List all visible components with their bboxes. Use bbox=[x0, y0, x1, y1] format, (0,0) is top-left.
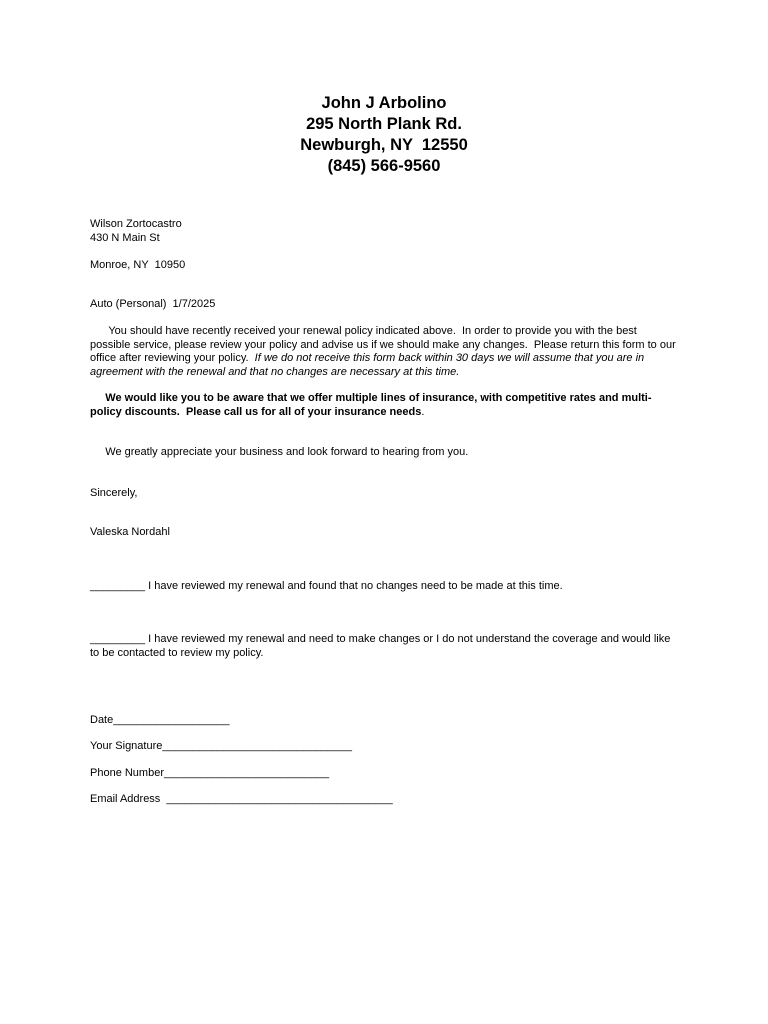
option-no-changes[interactable]: _________ I have reviewed my renewal and found that no changes need to be made at this time. bbox=[90, 580, 563, 592]
sender-name: John J Arbolino bbox=[321, 94, 447, 112]
renewal-paragraph bbox=[90, 325, 680, 379]
signer-name: Valeska Nordahl bbox=[90, 526, 170, 538]
letterhead bbox=[0, 93, 768, 177]
policy-line: Auto (Personal) 1/7/2025 bbox=[90, 298, 216, 310]
closing: Sincerely, bbox=[90, 487, 138, 499]
multi-line-paragraph-text: We would like you to be aware that we offer multiple lines of insurance, with competitive rates and multi-policy discounts. Please call us for all of your insurance needs bbox=[90, 392, 652, 418]
sender-phone: (845) 566-9560 bbox=[327, 157, 441, 175]
option-needs-changes[interactable]: _________ I have reviewed my renewal and need to make changes or I do not understand the coverage and would like to be contacted to review my policy. bbox=[90, 633, 674, 659]
sender-street: 295 North Plank Rd. bbox=[306, 115, 462, 133]
sender-city: Newburgh, NY 12550 bbox=[300, 136, 468, 154]
recipient-name: Wilson Zortocastro bbox=[90, 218, 182, 230]
appreciation-paragraph: We greatly appreciate your business and look forward to hearing from you. bbox=[90, 446, 469, 458]
recipient-city: Monroe, NY 10950 bbox=[90, 259, 186, 271]
date-field[interactable]: Date___________________ bbox=[90, 714, 230, 726]
phone-number-field[interactable]: Phone Number___________________________ bbox=[90, 767, 330, 779]
renewal-paragraph-notice: If we do not receive this form back within 30 days we will assume that you are in agreement with the renewal and that no changes are necessary at this time. bbox=[90, 352, 648, 378]
multi-line-paragraph bbox=[90, 392, 680, 419]
multi-line-paragraph-period: . bbox=[421, 405, 425, 418]
renewal-paragraph-text: You should have recently received your renewal policy indicated above. In order to provide you with the best possible service, please review your policy and advise us if we should make any changes. Please return this form to our office after reviewing your policy. bbox=[90, 325, 679, 364]
recipient-street: 430 N Main St bbox=[90, 232, 160, 244]
email-address-field[interactable]: Email Address _____________________________________ bbox=[90, 793, 393, 805]
signature-field[interactable]: Your Signature_______________________________ bbox=[90, 740, 353, 752]
